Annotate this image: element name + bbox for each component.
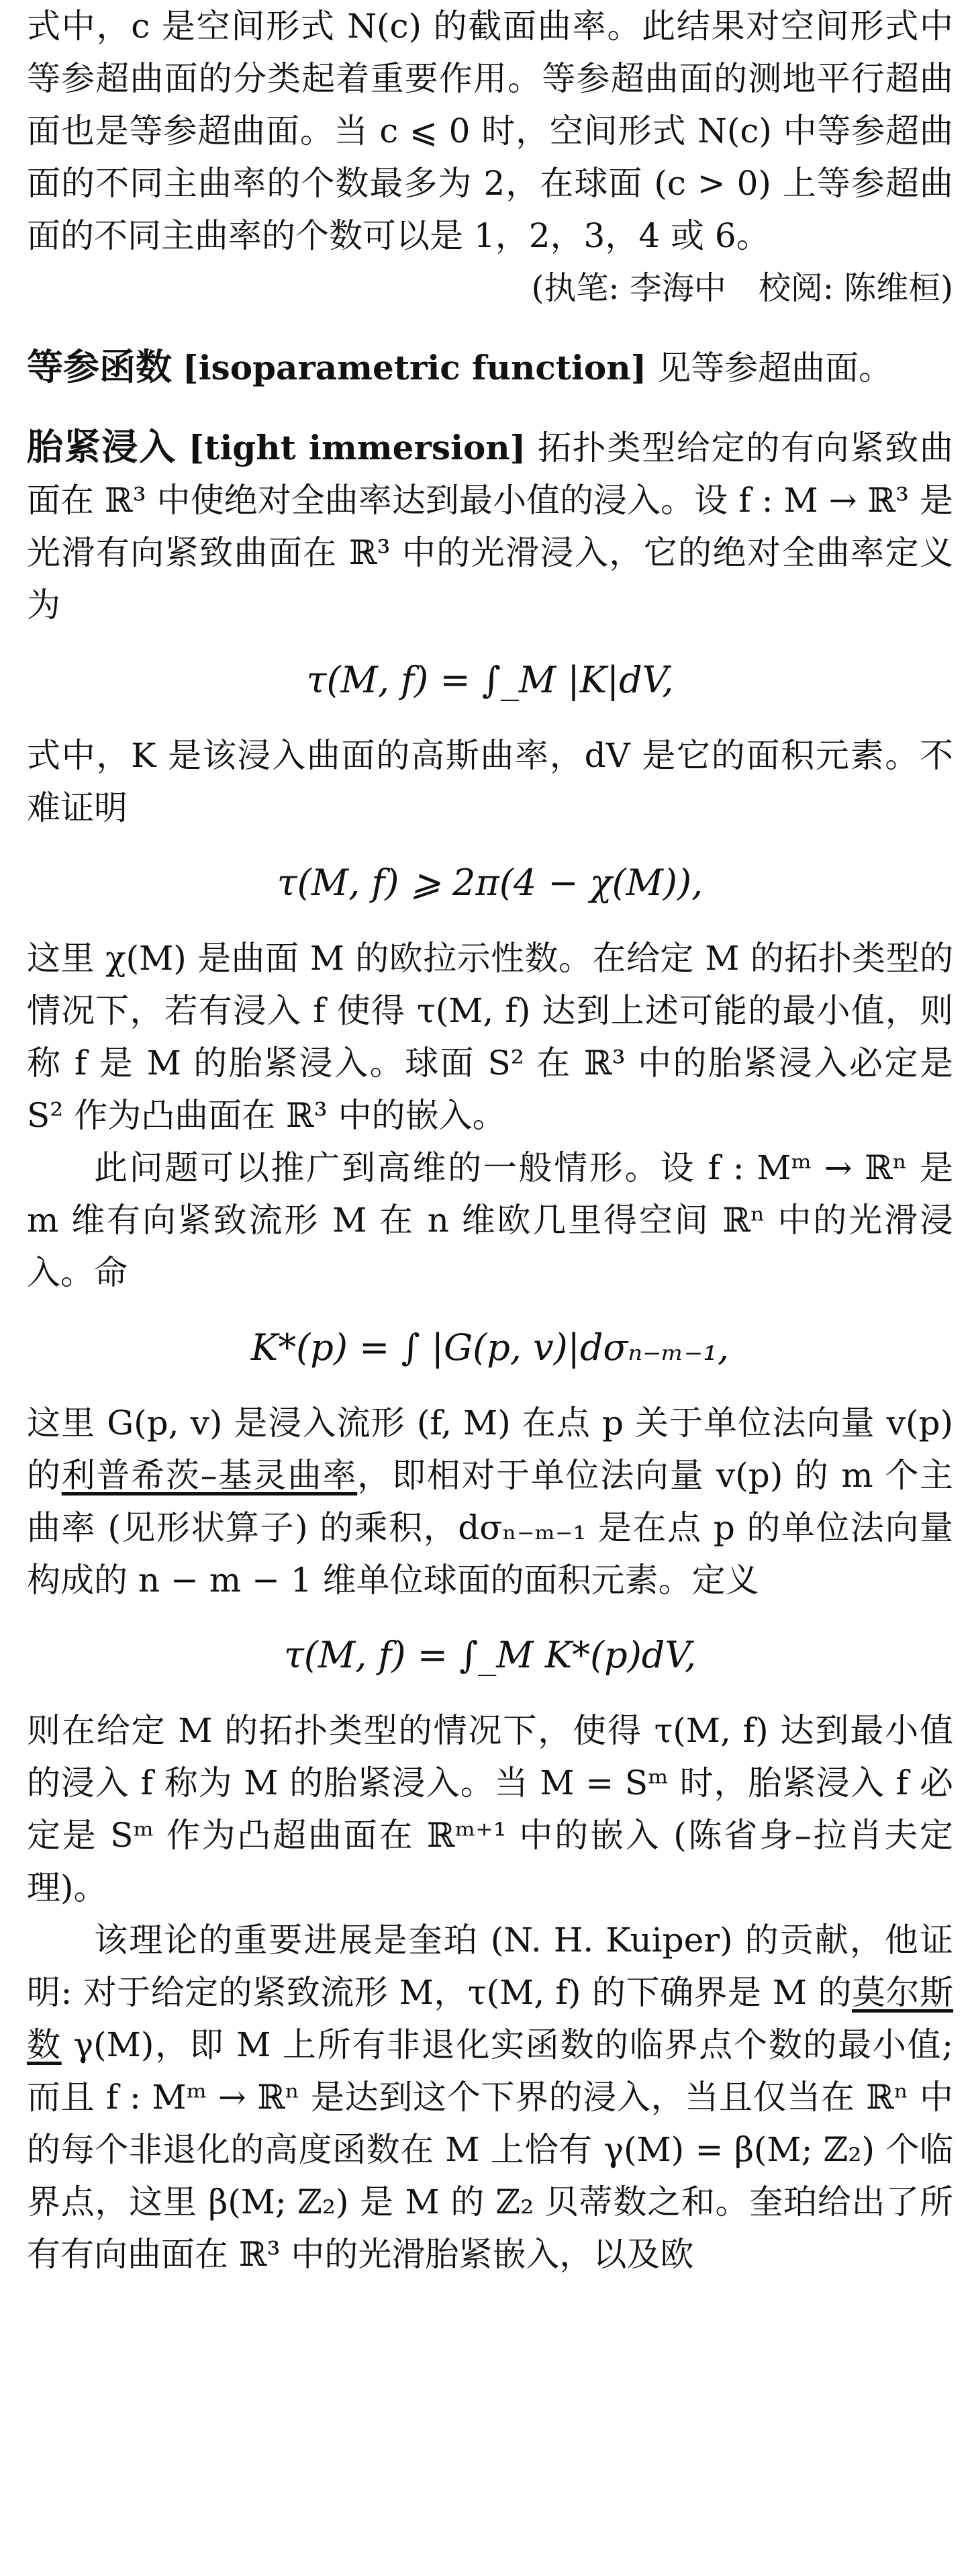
text-segment: 这里 G(p, v) 是浸入流形 (f, M) 在点 p 关于单位法向量 v(p) 的 — [27, 1404, 953, 1495]
formula-inequality: τ(M, f) ⩾ 2π(4 − χ(M)), — [277, 862, 703, 904]
formula-tau-definition: τ(M, f) = ∫_M K*(p)dV, — [283, 1634, 697, 1676]
entry-isoparametric-function — [27, 341, 953, 394]
paragraph-lipschitz-killing — [27, 1397, 953, 1606]
formula-absolute-total-curvature: τ(M, f) = ∫_M |K|dV, — [306, 659, 674, 701]
formula-k-star: K*(p) = ∫ |G(p, v)|dσₙ₋ₘ₋₁, — [250, 1326, 730, 1369]
cross-reference-link[interactable]: 莫尔斯数 — [27, 1973, 954, 2064]
author-attribution: (执笔: 李海中 校阅: 陈维桓) — [531, 269, 953, 307]
paragraph-gauss-curvature: 式中，K 是该浸入曲面的高斯曲率，dV 是它的面积元素。不难证明 — [27, 736, 953, 827]
entry-title-cn: 胎紧浸入 — [27, 426, 177, 468]
paragraph-tight-immersion-definition: 则在给定 M 的拓扑类型的情况下，使得 τ(M, f) 达到最小值的浸入 f 称为 M 的胎紧浸入。当 M = Sᵐ 时，胎紧浸入 f 必定是 Sᵐ 作为凸超曲面在 ℝᵐ⁺¹ 中的嵌入 (陈省身–拉肖夫定理)。 — [27, 1711, 953, 1907]
text-segment: γ(M)，即 M 上所有非退化实函数的临界点个数的最小值; 而且 f : Mᵐ → ℝⁿ 是达到这个下界的浸入，当且仅当在 ℝⁿ 中的每个非退化的高度函数在 M 上恰有 γ(M) = β(M; ℤ₂) 个临界点，这里 β(M; ℤ₂) 是 M 的 ℤ₂ 贝蒂数之和。奎珀给出了所有有向曲面在 ℝ³ 中的光滑胎紧嵌入，以及欧 — [27, 2025, 953, 2274]
entry-body: 拓扑类型给定的有向紧致曲面在 ℝ³ 中使绝对全曲率达到最小值的浸入。设 f : M → ℝ³ 是光滑有向紧致曲面在 ℝ³ 中的光滑浸入，它的绝对全曲率定义为 — [27, 428, 953, 625]
entry-title-en: [isoparametric function] — [182, 348, 647, 387]
text-segment: 该理论的重要进展是奎珀 (N. H. Kuiper) 的贡献，他证明: 对于给定的紧致流形 M，τ(M, f) 的下确界是 M 的 — [27, 1921, 953, 2012]
entry-body: 见等参超曲面。 — [657, 349, 893, 387]
entry-tight-immersion-p1 — [27, 421, 953, 631]
document-page — [27, 0, 953, 2281]
paragraph-isoparametric-end: 式中，c 是空间形式 N(c) 的截面曲率。此结果对空间形式中等参超曲面的分类起着重要作用。等参超曲面的测地平行超曲面也是等参超曲面。当 c ⩽ 0 时，空间形式 N(c) 中等参超曲面的不同主曲率的个数最多为 2，在球面 (c > 0) 上等参超曲面的不同主曲率的个数可以是 1，2，3，4 或 6。 — [27, 7, 953, 255]
paragraph-kuiper — [27, 1914, 953, 2281]
paragraph-generalization: 此问题可以推广到高维的一般情形。设 f : Mᵐ → ℝⁿ 是 m 维有向紧致流形 M 在 n 维欧几里得空间 ℝⁿ 中的光滑浸入。命 — [27, 1148, 953, 1292]
cross-reference-link[interactable]: 利普希茨–基灵曲率 — [61, 1456, 358, 1495]
paragraph-euler-characteristic: 这里 χ(M) 是曲面 M 的欧拉示性数。在给定 M 的拓扑类型的情况下，若有浸入 f 使得 τ(M, f) 达到上述可能的最小值，则称 f 是 M 的胎紧浸入。球面 S² 在 ℝ³ 中的胎紧浸入必定是 S² 作为凸曲面在 ℝ³ 中的嵌入。 — [27, 939, 953, 1135]
entry-title-cn: 等参函数 — [27, 346, 172, 388]
text-segment: ，即相对于单位法向量 v(p) 的 m 个主曲率 (见形状算子) 的乘积，dσₙ₋ₘ₋₁ 是在点 p 的单位法向量构成的 n − m − 1 维单位球面的面积元素。定义 — [27, 1456, 954, 1600]
entry-title-en: [tight immersion] — [188, 428, 526, 467]
